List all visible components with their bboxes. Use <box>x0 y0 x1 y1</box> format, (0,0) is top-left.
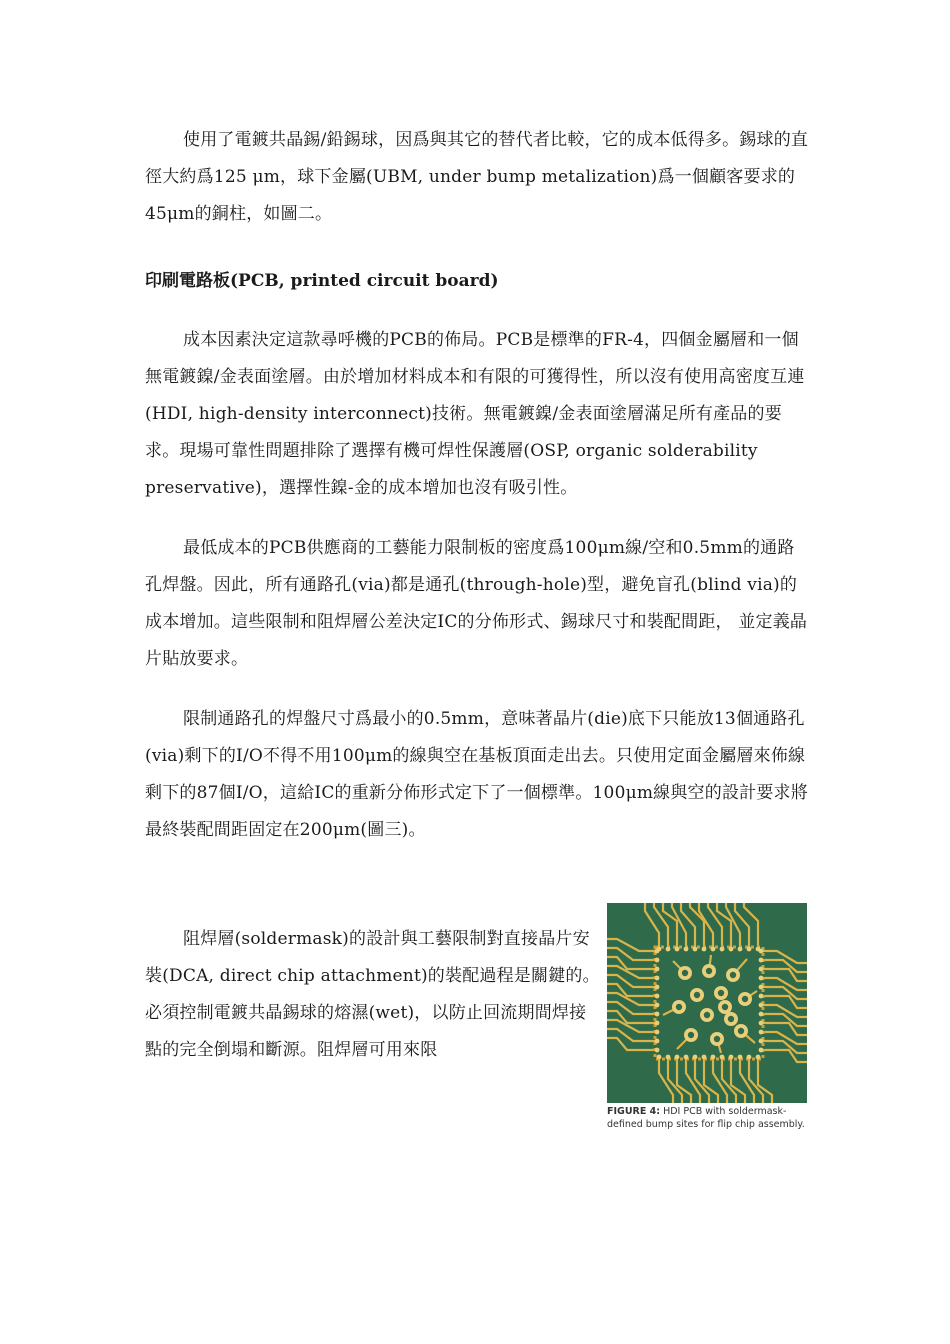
bump-pad <box>729 947 734 952</box>
bump-pad <box>655 1003 660 1008</box>
bump-pad <box>655 985 660 990</box>
bump-pad <box>655 1039 660 1044</box>
bump-pad <box>702 947 707 952</box>
bump-pad <box>738 1055 743 1060</box>
bump-pad <box>655 1012 660 1017</box>
paragraph-pcb-layout: 成本因素決定這款尋呼機的PCB的佈局。PCB是標準的FR-4，四個金屬層和一個無電鍍鎳/金表面塗層。由於增加材料成本和有限的可獲得性，所以沒有使用高密度互連(HDI, high-density interconnect)技術。無電鍍鎳/金表面塗層滿足所有產品的要求。現場可靠性問題排除了選擇有機可焊性保護層(OSP, organic solderability preservative)，選擇性鎳-金的成本增加也沒有吸引性。 <box>145 330 805 498</box>
bump-pad <box>655 1021 660 1026</box>
bump-pad <box>759 976 764 981</box>
via-hole <box>676 1004 682 1010</box>
figure-4 <box>607 903 807 1131</box>
bump-pad <box>747 947 752 952</box>
bump-pad <box>655 967 660 972</box>
bump-pad <box>655 976 660 981</box>
bump-pad <box>759 958 764 963</box>
bump-pad <box>655 1030 660 1035</box>
pcb-image <box>607 903 807 1103</box>
bump-pad <box>756 1055 761 1060</box>
via-hole <box>718 990 724 996</box>
paragraph-via-pads: 限制通路孔的焊盤尺寸爲最小的0.5mm，意味著晶片(die)底下只能放13個通路孔(via)剩下的I/O不得不用100μm的線與空在基板頂面走出去。只使用定面金屬層來佈線剩下的87個I/O，這給IC的重新分佈形式定下了一個標準。100μm線與空的設計要求將最終裝配間距固定在200μm(圖三)。 <box>145 709 808 840</box>
paragraph-solder-balls: 使用了電鍍共晶錫/鉛錫球，因爲與其它的替代者比較，它的成本低得多。錫球的直徑大約爲125 μm，球下金屬(UBM, under bump metalization)爲一個顧客要求的45μm的銅柱，如圖二。 <box>145 130 809 224</box>
bump-pad <box>655 1048 660 1053</box>
bump-pad <box>711 947 716 952</box>
bump-pad <box>666 1055 671 1060</box>
section-heading-pcb: 印刷電路板(PCB, printed circuit board) <box>145 271 499 291</box>
via-hole <box>738 1028 744 1034</box>
document-page <box>145 122 810 1163</box>
bump-pad <box>720 1055 725 1060</box>
paragraph-soldermask: 阻焊層(soldermask)的設計與工藝限制對直接晶片安裝(DCA, direct chip attachment)的裝配過程是關鍵的。必須控制電鍍共晶錫球的熔濕(wet)，以防止回流期間焊接點的完全倒塌和斷源。阻焊層可用來限 <box>145 929 600 1060</box>
soldermask-section <box>145 903 810 1163</box>
via-hole <box>742 996 748 1002</box>
via-hole <box>704 1012 710 1018</box>
bump-pad <box>759 985 764 990</box>
via-hole <box>706 968 712 974</box>
bump-pad <box>675 947 680 952</box>
figure-caption <box>607 1105 807 1131</box>
bump-pad <box>759 994 764 999</box>
bump-pad <box>759 1021 764 1026</box>
caption-text: HDI PCB with soldermask-defined bump sites for flip chip assembly. <box>607 1106 805 1130</box>
bump-pad <box>738 947 743 952</box>
paragraph-pcb-density: 最低成本的PCB供應商的工藝能力限制板的密度爲100μm線/空和0.5mm的通路孔焊盤。因此，所有通路孔(via)都是通孔(through-hole)型，避免盲孔(blind via)的成本增加。這些限制和阻焊層公差決定IC的分佈形式、錫球尺寸和裝配間距， 並定義晶片貼放要求。 <box>145 538 808 669</box>
via-hole <box>722 1004 728 1010</box>
bump-pad <box>693 947 698 952</box>
bump-pad <box>655 949 660 954</box>
bump-pad <box>675 1055 680 1060</box>
via-hole <box>714 1036 720 1042</box>
via-hole <box>728 1016 734 1022</box>
bump-pad <box>711 1055 716 1060</box>
bump-pad <box>759 1012 764 1017</box>
bump-pad <box>759 1048 764 1053</box>
bump-pad <box>720 947 725 952</box>
bump-pad <box>657 1055 662 1060</box>
bump-pad <box>655 994 660 999</box>
bump-pad <box>702 1055 707 1060</box>
bump-pad <box>759 1039 764 1044</box>
caption-label: FIGURE 4: <box>607 1106 661 1117</box>
bump-pad <box>759 1030 764 1035</box>
bump-pad <box>756 947 761 952</box>
bump-pad <box>693 1055 698 1060</box>
via-hole <box>688 1032 694 1038</box>
bump-pad <box>666 947 671 952</box>
bump-pad <box>684 1055 689 1060</box>
bump-pad <box>684 947 689 952</box>
bump-pad <box>759 1003 764 1008</box>
bump-pad <box>655 958 660 963</box>
bump-pad <box>729 1055 734 1060</box>
via-hole <box>730 972 736 978</box>
via-hole <box>694 992 700 998</box>
bump-pad <box>747 1055 752 1060</box>
via-hole <box>682 970 688 976</box>
bump-pad <box>759 967 764 972</box>
